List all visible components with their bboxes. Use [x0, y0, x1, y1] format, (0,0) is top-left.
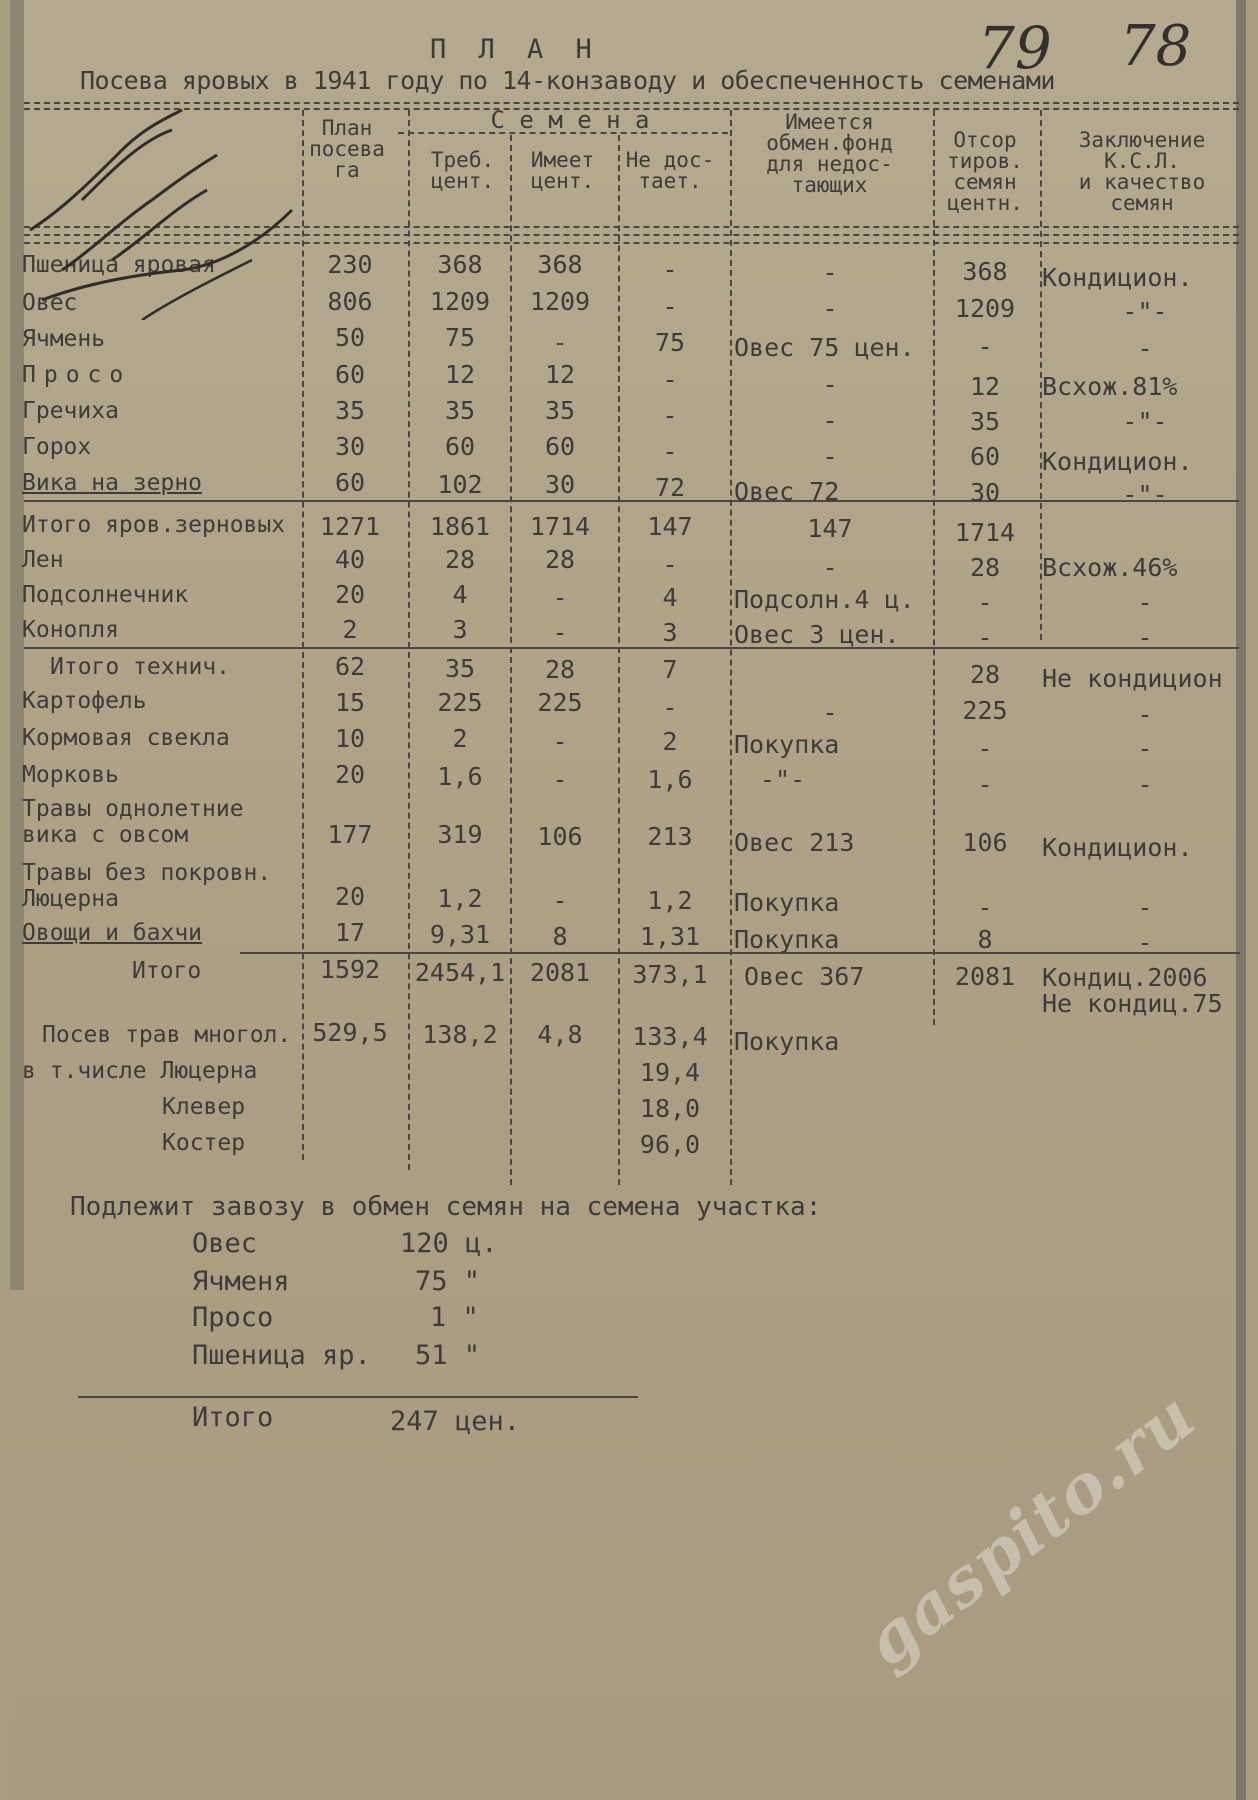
row-fund: -: [822, 406, 838, 435]
exchange-item-name: Пшеница яр.: [192, 1340, 371, 1371]
row-sorted: 30: [969, 478, 1001, 507]
row-sorted: 28: [969, 660, 1001, 689]
row-have: 106: [537, 822, 583, 851]
row-missing: 1,31: [639, 922, 701, 951]
row-plan: 10: [334, 724, 366, 753]
row-sorted: 1209: [954, 294, 1016, 323]
row-required: 1,6: [437, 762, 483, 791]
row-fund: -: [822, 698, 838, 727]
row-name: Клевер: [162, 1094, 246, 1120]
row-required: 1,2: [437, 884, 483, 913]
row-required: 35: [444, 654, 476, 683]
row-plan: 40: [334, 545, 366, 574]
row-required: 75: [444, 323, 476, 352]
document-sheet: [10, 0, 1246, 1800]
row-plan: 230: [327, 250, 373, 279]
row-missing: 147: [647, 512, 693, 541]
row-plan: 15: [334, 688, 366, 717]
row-name: Посев трав многол.: [42, 1022, 292, 1048]
row-sorted: 28: [969, 553, 1001, 582]
row-missing: 18,0: [639, 1094, 701, 1123]
row-name: Горох: [22, 434, 92, 460]
row-have: 225: [537, 688, 583, 717]
row-sorted: 2081: [954, 962, 1016, 991]
row-conclusion: -: [1137, 588, 1153, 617]
row-have: -: [552, 765, 568, 794]
row-name: Итого технич.: [50, 654, 231, 680]
row-name: Кормовая свекла: [22, 725, 230, 751]
document-title: П Л А Н: [430, 34, 600, 65]
row-fund: -: [822, 294, 838, 323]
row-sorted: -: [977, 734, 993, 763]
row-name: Овощи и бахчи: [22, 920, 203, 946]
row-fund: Овес 367: [744, 962, 865, 991]
row-fund: Покупка: [734, 925, 840, 954]
row-sorted: 225: [962, 696, 1008, 725]
row-plan: 20: [334, 760, 366, 789]
row-name: Травы без покровн. Люцерна: [22, 860, 272, 912]
row-name: в т.числе Люцерна: [22, 1058, 258, 1084]
row-name: Гречиха: [22, 398, 119, 424]
exchange-item-name: Ячменя: [192, 1266, 290, 1297]
header-missing: Не дос- тает.: [625, 148, 715, 193]
row-plan: 35: [334, 396, 366, 425]
row-missing: -: [662, 255, 678, 284]
row-conclusion: -"-: [1122, 480, 1168, 509]
row-fund: -"-: [760, 765, 806, 794]
row-conclusion: -: [1137, 928, 1153, 957]
row-missing: 7: [662, 655, 678, 684]
row-fund: -: [822, 258, 838, 287]
row-missing: 1,2: [647, 886, 693, 915]
row-have: 8: [552, 922, 568, 951]
row-fund: -: [822, 553, 838, 582]
row-plan: 1271: [319, 512, 381, 541]
exchange-total-rule: [78, 1396, 638, 1398]
row-have: 4,8: [537, 1020, 583, 1049]
row-missing: 373,1: [632, 960, 708, 989]
row-plan: 177: [327, 820, 373, 849]
row-conclusion: -: [1137, 334, 1153, 363]
exchange-item-value: 75 ": [415, 1266, 481, 1297]
row-sorted: 60: [969, 442, 1001, 471]
row-have: -: [552, 328, 568, 357]
row-required: 9,31: [429, 920, 491, 949]
row-fund: Овес 75 цен.: [734, 333, 915, 362]
row-have: 368: [537, 250, 583, 279]
row-missing: -: [662, 365, 678, 394]
row-fund: Покупка: [734, 730, 840, 759]
document-subtitle: Посева яровых в 1941 году по 14-конзаводу и обеспеченность семенами: [80, 66, 1055, 95]
row-have: 35: [544, 396, 576, 425]
row-fund: -: [822, 442, 838, 471]
row-required: 35: [444, 396, 476, 425]
exchange-item-name: Овес: [192, 1228, 258, 1259]
row-missing: 19,4: [639, 1058, 701, 1087]
row-missing: 4: [662, 583, 678, 612]
row-plan: 20: [334, 580, 366, 609]
exchange-title: Подлежит завозу в обмен семян на семена участка:: [70, 1192, 822, 1222]
row-required: 2454,1: [414, 958, 506, 987]
row-missing: -: [662, 693, 678, 722]
row-conclusion: -: [1137, 700, 1153, 729]
row-sorted: -: [977, 588, 993, 617]
row-plan: 30: [334, 432, 366, 461]
row-fund: -: [822, 370, 838, 399]
row-conclusion: -"-: [1122, 297, 1168, 326]
row-required: 4: [452, 580, 468, 609]
row-have: -: [552, 618, 568, 647]
row-name: Подсолнечник: [22, 582, 189, 608]
row-required: 1861: [429, 512, 491, 541]
row-fund: Овес 72: [734, 477, 840, 506]
row-name: Травы однолетние вика с овсом: [22, 796, 244, 848]
row-sorted: 106: [962, 828, 1008, 857]
header-plan: План посева га: [309, 116, 385, 182]
row-sorted: -: [977, 893, 993, 922]
row-name: Овес: [22, 290, 78, 316]
row-plan: 60: [334, 360, 366, 389]
row-missing: -: [662, 437, 678, 466]
row-fund: 147: [807, 514, 853, 543]
row-conclusion: Кондицион.: [1042, 833, 1193, 862]
row-required: 138,2: [422, 1020, 498, 1049]
row-required: 28: [444, 545, 476, 574]
page-number: 79: [978, 14, 1052, 82]
row-conclusion: -: [1137, 770, 1153, 799]
row-conclusion: Не кондицион: [1042, 664, 1223, 693]
exchange-total-label: Итого: [192, 1402, 274, 1433]
row-required: 102: [437, 470, 483, 499]
row-required: 319: [437, 820, 483, 849]
row-have: 28: [544, 655, 576, 684]
row-conclusion: -"-: [1122, 407, 1168, 436]
row-sorted: 35: [969, 407, 1001, 436]
header-seeds-group: С е м е н а: [490, 106, 650, 134]
row-conclusion: -: [1137, 893, 1153, 922]
row-sorted: 8: [977, 925, 993, 954]
row-sorted: -: [977, 332, 993, 361]
row-conclusion: Кондицион.: [1042, 447, 1193, 476]
row-name: Просо: [22, 362, 132, 388]
row-missing: 3: [662, 618, 678, 647]
row-fund: Овес 3 цен.: [734, 620, 900, 649]
row-have: 1714: [529, 512, 591, 541]
row-have: 28: [544, 545, 576, 574]
row-name: Картофель: [22, 688, 147, 714]
row-name: Конопля: [22, 617, 119, 643]
watermark: gaspito.ru: [850, 1375, 1211, 1682]
row-sorted: 368: [962, 257, 1008, 286]
row-missing: 72: [654, 473, 686, 502]
row-required: 60: [444, 432, 476, 461]
exchange-item-value: 120 ц.: [400, 1228, 498, 1259]
row-have: 60: [544, 432, 576, 461]
row-required: 12: [444, 360, 476, 389]
row-name: Морковь: [22, 762, 119, 788]
row-plan: 1592: [319, 955, 381, 984]
row-have: -: [552, 583, 568, 612]
row-have: 1209: [529, 287, 591, 316]
row-plan: 17: [334, 918, 366, 947]
handwritten-signature: [22, 60, 312, 320]
row-required: 1209: [429, 287, 491, 316]
row-plan: 806: [327, 287, 373, 316]
row-fund: Покупка: [734, 888, 840, 917]
header-have: Имеет цент.: [530, 148, 595, 193]
row-plan: 50: [334, 323, 366, 352]
row-missing: 75: [654, 328, 686, 357]
row-plan: 60: [334, 468, 366, 497]
row-name: Итого яров.зерновых: [22, 512, 286, 538]
row-sorted: -: [977, 770, 993, 799]
row-conclusion: -: [1137, 734, 1153, 763]
row-name: Лен: [22, 547, 64, 573]
header-sorted: Отсор тиров. семян центн.: [947, 128, 1023, 215]
row-fund: Овес 213: [734, 828, 855, 857]
row-required: 368: [437, 250, 483, 279]
row-missing: 133,4: [632, 1022, 708, 1051]
row-fund: Подсолн.4 ц.: [734, 585, 915, 614]
row-missing: 1,6: [647, 765, 693, 794]
row-sorted: 12: [969, 372, 1001, 401]
row-conclusion: Всхож.46%: [1042, 553, 1178, 582]
row-have: -: [552, 886, 568, 915]
row-sorted: -: [977, 623, 993, 652]
row-required: 225: [437, 688, 483, 717]
row-conclusion: Кондицион.: [1042, 263, 1193, 292]
exchange-item-value: 51 ": [415, 1340, 481, 1371]
row-name: Вика на зерно: [22, 470, 203, 496]
row-missing: -: [662, 292, 678, 321]
row-name: Ячмень: [22, 326, 106, 352]
row-sorted: 1714: [954, 518, 1016, 547]
header-exchange-fund: Имеется обмен.фонд для недос- тающих: [766, 110, 893, 197]
row-fund: Покупка: [734, 1027, 840, 1056]
exchange-item-name: Просо: [192, 1302, 274, 1333]
row-required: 2: [452, 724, 468, 753]
row-missing: 96,0: [639, 1130, 701, 1159]
row-name: Пшеница яровая: [22, 252, 216, 278]
row-conclusion: -: [1137, 623, 1153, 652]
row-conclusion: Кондиц.2006 Не кондиц.75: [1042, 963, 1223, 1018]
row-required: 3: [452, 615, 468, 644]
row-plan: 529,5: [312, 1018, 388, 1047]
row-have: 2081: [529, 958, 591, 987]
row-missing: -: [662, 401, 678, 430]
row-have: -: [552, 727, 568, 756]
row-missing: -: [662, 550, 678, 579]
row-plan: 2: [342, 615, 358, 644]
page-number-crossed: 78: [1120, 14, 1192, 79]
row-have: 30: [544, 470, 576, 499]
exchange-total-value: 247 цен.: [390, 1406, 521, 1437]
row-plan: 20: [334, 882, 366, 911]
row-plan: 62: [334, 652, 366, 681]
row-conclusion: Всхож.81%: [1042, 372, 1178, 401]
header-conclusion: Заключение К.С.Л. и качество семян: [1078, 128, 1206, 215]
row-missing: 213: [647, 822, 693, 851]
exchange-item-value: 1 ": [430, 1302, 479, 1333]
row-have: 12: [544, 360, 576, 389]
header-required: Треб. цент.: [430, 148, 495, 193]
row-missing: 2: [662, 727, 678, 756]
row-name: Итого: [132, 958, 202, 984]
row-name: Костер: [162, 1130, 246, 1156]
